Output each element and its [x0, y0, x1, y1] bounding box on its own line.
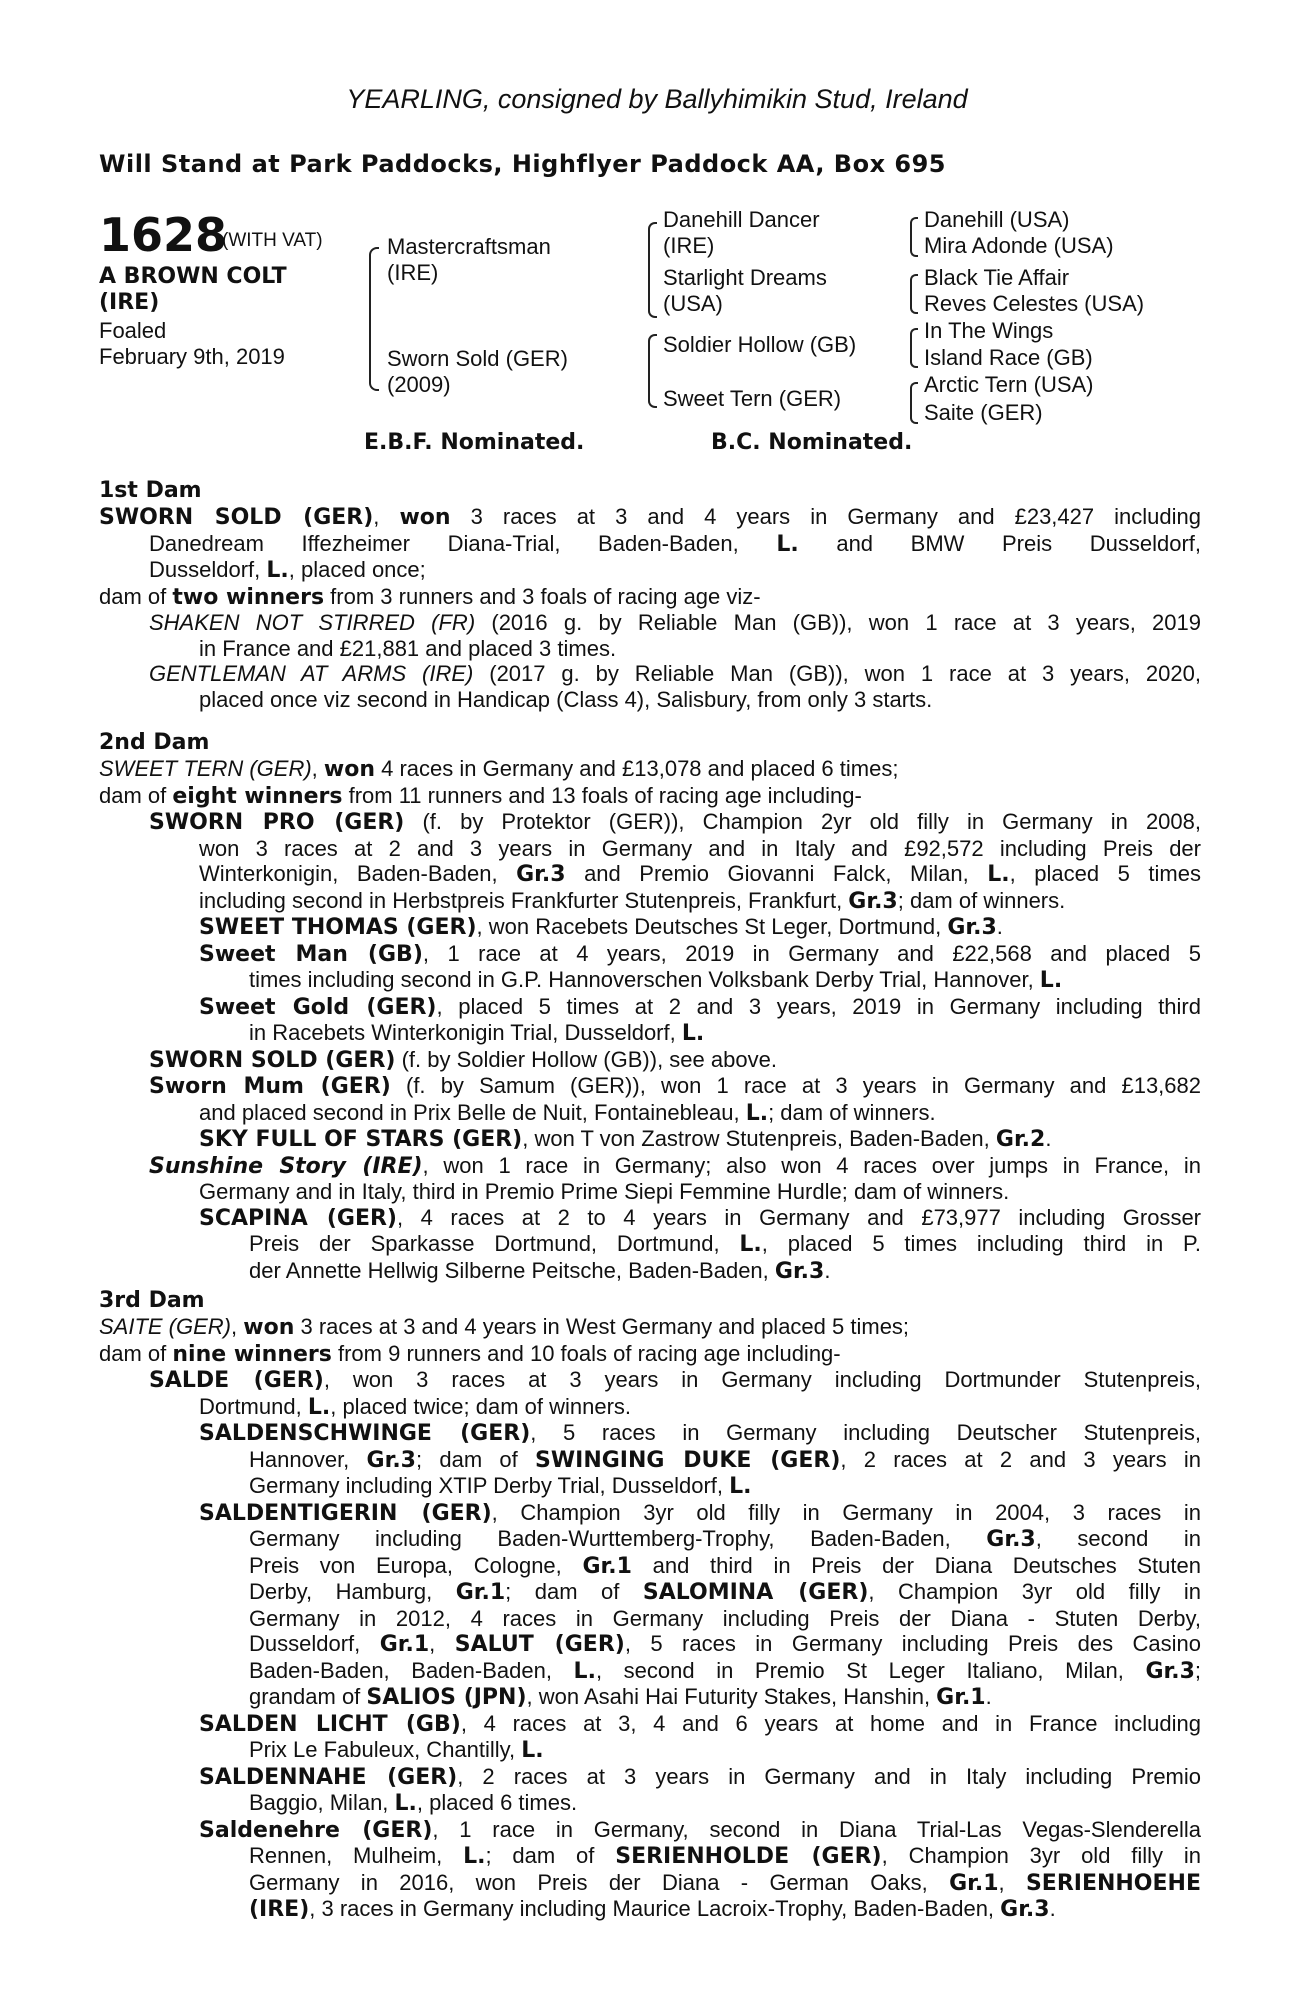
text: ; dam of	[485, 1843, 616, 1868]
text: dam of	[99, 782, 173, 808]
third-dam-line	[99, 1367, 1201, 1394]
text: dam of	[99, 583, 173, 609]
third-dam-line	[99, 1579, 1201, 1606]
horse-name: SERIENHOEHE	[1025, 1870, 1201, 1896]
grade: L.	[776, 531, 799, 557]
horse-name: Sweet Gold (GER)	[199, 994, 437, 1020]
lot-description: A BROWN COLT	[99, 264, 287, 289]
third-dam-line	[99, 1447, 1201, 1474]
grade: Gr.3	[848, 888, 898, 914]
text: from 9 runners and 10 foals of racing age including-	[331, 1340, 841, 1366]
pedigree-g3-7: Arctic Tern (USA)	[924, 372, 1094, 397]
grade: Gr.3	[366, 1447, 416, 1473]
text: Germany including XTIP Derby Trial, Dusseldorf,	[249, 1473, 730, 1498]
text: Germany in 2016, won Preis der Diana - German Oaks,	[249, 1869, 950, 1895]
horse-name: SWINGING DUKE (GER)	[535, 1447, 841, 1473]
text: and placed second in Prix Belle de Nuit, Fontainebleau,	[199, 1099, 746, 1125]
foaled-label: Foaled	[99, 318, 167, 343]
grade: L.	[739, 1232, 762, 1257]
ebf-nominated: E.B.F. Nominated.	[364, 430, 585, 455]
text: (2016 g. by Reliable Man (GB)), won 1 race at 3 years, 2019	[475, 610, 1201, 635]
text: times including second in G.P. Hannoverschen Volksbank Derby Trial, Hannover,	[249, 967, 1040, 992]
grade: L.	[463, 1844, 486, 1869]
text: , Champion 3yr old filly in	[881, 1843, 1201, 1868]
second-dam-line: Germany and in Italy, third in Premio Prime Siepi Femmine Hurdle; dam of winners.	[199, 1179, 1010, 1204]
gen3-bracket-1	[910, 217, 918, 257]
text: and third in Preis der Diana Deutsches Stuten	[631, 1552, 1201, 1578]
horse-name: GENTLEMAN AT ARMS (IRE)	[149, 661, 474, 686]
winners-count: two winners	[172, 584, 325, 610]
third-dam-line	[99, 1817, 1201, 1844]
pedigree-dam-dam: Sweet Tern (GER)	[663, 386, 842, 411]
first-dam-line	[99, 504, 1201, 531]
text: including second in Herbstpreis Frankfurter Stutenpreis, Frankfurt,	[199, 887, 849, 913]
text: Dusseldorf,	[249, 1631, 380, 1656]
pedigree-dam: Sworn Sold (GER)	[387, 346, 568, 371]
grade: Gr.3	[774, 1258, 825, 1284]
grade: L.	[394, 1791, 417, 1816]
third-dam-line	[99, 1658, 1201, 1685]
horse-name: SWORN PRO (GER)	[149, 810, 405, 835]
second-dam-line	[99, 1153, 1201, 1180]
pedigree-g3-6: Island Race (GB)	[924, 345, 1093, 370]
horse-name: SALDEN LICHT (GB)	[199, 1711, 461, 1737]
sire-parents-bracket	[648, 222, 657, 318]
pedigree-sire-sire-country: (IRE)	[663, 233, 715, 258]
text: ;	[1194, 1657, 1201, 1683]
text: , 2 races at 2 and 3 years in	[840, 1446, 1202, 1472]
second-dam-line	[99, 783, 1201, 810]
text: dam of	[99, 1340, 173, 1366]
second-dam-line	[99, 756, 1201, 783]
gen3-bracket-2	[910, 274, 918, 314]
text: .	[996, 914, 1003, 939]
second-dam-line	[99, 1258, 1201, 1285]
bc-nominated: B.C. Nominated.	[711, 430, 913, 455]
text: and Premio Giovanni Falck, Milan,	[565, 861, 988, 886]
horse-name: SALIOS (JPN)	[366, 1685, 527, 1710]
text: ,	[311, 756, 324, 781]
won-label: won	[243, 1315, 295, 1340]
won-label: won	[323, 757, 376, 782]
third-dam-line	[99, 1314, 1201, 1341]
text: Hannover,	[249, 1446, 367, 1472]
text: , Champion 3yr old filly in	[868, 1579, 1202, 1604]
text: , 1 race at 4 years, 2019 in Germany and £22,568 and placed 5	[422, 940, 1201, 966]
text: and BMW Preis Dusseldorf,	[798, 530, 1202, 556]
pedigree-g3-5: In The Wings	[924, 318, 1054, 343]
second-dam-line	[99, 809, 1201, 836]
text: , Champion 3yr old filly in Germany in 2004, 3 races in	[491, 1499, 1202, 1525]
consignment-line: YEARLING, consigned by Ballyhimikin Stud, Ireland	[346, 84, 968, 114]
text: , placed 5 times at 2 and 3 years, 2019 in Germany including third	[436, 993, 1201, 1019]
text: 3 races at 3 and 4 years in Germany and £23,427 including	[450, 504, 1201, 529]
second-dam-section	[99, 730, 1201, 1284]
text: , 4 races at 2 to 4 years in Germany and £73,977 including Grosser	[397, 1204, 1202, 1230]
third-dam-line	[99, 1764, 1201, 1791]
grade: L.	[307, 1394, 331, 1420]
grade: Gr.1	[582, 1553, 632, 1579]
horse-name: SCAPINA (GER)	[199, 1205, 397, 1231]
text: Derby, Hamburg,	[249, 1579, 456, 1604]
grade: L.	[681, 1021, 705, 1046]
text: Winterkonigin, Baden-Baden,	[199, 861, 517, 886]
third-dam-line	[99, 1473, 1201, 1500]
pedigree-sire-country: (IRE)	[387, 260, 439, 285]
text: der Annette Hellwig Silberne Peitsche, Baden-Baden,	[249, 1257, 775, 1283]
second-dam-line	[99, 941, 1201, 968]
grade: Gr.3	[947, 915, 997, 940]
first-dam-line: placed once viz second in Handicap (Class 4), Salisbury, from only 3 starts.	[199, 686, 933, 712]
text: , placed once;	[288, 557, 426, 582]
third-dam-line	[99, 1500, 1201, 1527]
grade: Gr.1	[455, 1580, 506, 1605]
grade: Gr.1	[936, 1685, 986, 1710]
grade: Gr.1	[379, 1632, 430, 1657]
second-dam-line	[99, 1047, 1201, 1074]
text: , placed 6 times.	[416, 1790, 578, 1815]
pedigree-g3-4: Reves Celestes (USA)	[924, 291, 1145, 316]
second-dam-line	[99, 1020, 1201, 1047]
pedigree-sire-dam-country: (USA)	[663, 291, 723, 316]
pedigree-g3-2: Mira Adonde (USA)	[924, 233, 1114, 258]
third-dam-line	[99, 1420, 1201, 1447]
second-dam-line	[99, 994, 1201, 1021]
second-dam-line	[99, 1205, 1201, 1232]
third-dam-line	[99, 1394, 1201, 1421]
text: .	[1049, 1896, 1056, 1921]
horse-name: SALDENSCHWINGE (GER)	[199, 1421, 531, 1446]
text: , 5 races in Germany including Preis des Casino	[624, 1631, 1201, 1656]
third-dam-line	[99, 1553, 1201, 1580]
pedigree-sire: Mastercraftsman	[387, 234, 551, 259]
second-dam-line	[99, 1231, 1201, 1258]
third-dam-line	[99, 1684, 1201, 1711]
grade: Gr.3	[1000, 1897, 1050, 1922]
text: , 3 races in Germany including Maurice Lacroix-Trophy, Baden-Baden,	[309, 1896, 1001, 1921]
third-dam-line: Germany in 2012, 4 races in Germany including Preis der Diana - Stuten Derby,	[249, 1605, 1201, 1631]
horse-name: SWEET THOMAS (GER)	[199, 915, 477, 940]
text: Germany including Baden-Wurttemberg-Trophy, Baden-Baden,	[249, 1526, 987, 1551]
text: Preis der Sparkasse Dortmund, Dortmund,	[249, 1231, 740, 1256]
grade: L.	[573, 1658, 596, 1684]
horse-name: SHAKEN NOT STIRRED (FR)	[149, 610, 476, 635]
text: (f. by Samum (GER)), won 1 race at 3 years in Germany and £13,682	[390, 1073, 1201, 1098]
text: (2017 g. by Reliable Man (GB)), won 1 race at 3 years, 2020,	[473, 661, 1201, 686]
text: , 1 race in Germany, second in Diana Trial-Las Vegas-Slenderella	[432, 1816, 1201, 1842]
grade: Gr.3	[986, 1527, 1036, 1552]
second-dam-line	[99, 861, 1201, 888]
text: Dusseldorf,	[149, 557, 267, 582]
lot-description-country: (IRE)	[99, 290, 160, 315]
grade: L.	[745, 1100, 769, 1126]
text: ,	[429, 1631, 455, 1656]
second-dam-line	[99, 1126, 1201, 1153]
horse-name: SALDENTIGERIN (GER)	[199, 1500, 492, 1526]
pedigree-dam-year: (2009)	[387, 372, 451, 397]
third-dam-line	[99, 1737, 1201, 1764]
horse-name: SWEET TERN (GER)	[99, 756, 312, 781]
vat-label: (WITH VAT)	[222, 230, 323, 251]
text: , won T von Zastrow Stutenpreis, Baden-Baden,	[522, 1126, 996, 1151]
text: , second in	[1035, 1526, 1201, 1551]
third-dam-section	[99, 1288, 1201, 1923]
grade: Gr.3	[1145, 1658, 1195, 1684]
text: 4 races in Germany and £13,078 and placed 6 times;	[375, 756, 899, 781]
text: , won 1 race in Germany; also won 4 races over jumps in France, in	[422, 1152, 1201, 1178]
text: (f. by Protektor (GER)), Champion 2yr old filly in Germany in 2008,	[404, 809, 1202, 834]
second-dam-heading: 2nd Dam	[99, 730, 210, 755]
gen3-bracket-4	[910, 382, 918, 424]
text: Baggio, Milan,	[249, 1790, 395, 1815]
pedigree-sire-sire: Danehill Dancer	[663, 207, 820, 232]
gen3-bracket-3	[910, 328, 918, 368]
horse-name: Sweet Man (GB)	[199, 941, 423, 967]
horse-name: SWORN SOLD (GER)	[99, 505, 374, 530]
horse-name: (IRE)	[249, 1897, 310, 1922]
grade: Gr.2	[995, 1127, 1046, 1152]
text: from 11 runners and 13 foals of racing age including-	[342, 782, 862, 808]
stand-location-line: Will Stand at Park Paddocks, Highflyer Paddock AA, Box 695	[99, 150, 947, 178]
sire-dam-bracket	[369, 247, 379, 391]
horse-name: SALDENNAHE (GER)	[199, 1764, 458, 1790]
text: , 5 races in Germany including Deutscher Stutenpreis,	[530, 1420, 1201, 1445]
text: ; dam of	[415, 1446, 536, 1472]
text: , won Racebets Deutsches St Leger, Dortmund,	[476, 914, 948, 939]
text: grandam of	[249, 1684, 367, 1709]
third-dam-line	[99, 1896, 1201, 1923]
text: , won 3 races at 3 years in Germany including Dortmunder Stutenpreis,	[323, 1367, 1202, 1392]
grade: Gr.1	[949, 1870, 999, 1896]
text: , won Asahi Hai Futurity Stakes, Hanshin,	[526, 1684, 937, 1709]
horse-name: SALUT (GER)	[454, 1632, 625, 1657]
pedigree-g3-3: Black Tie Affair	[924, 265, 1070, 290]
grade: L.	[729, 1474, 752, 1499]
text: ,	[231, 1314, 244, 1339]
horse-name: SAITE (GER)	[99, 1314, 232, 1339]
horse-name: SWORN SOLD (GER)	[149, 1047, 396, 1073]
text: , placed 5 times including third in P.	[761, 1231, 1201, 1256]
horse-name: SALOMINA (GER)	[642, 1580, 869, 1605]
text: (f. by Soldier Hollow (GB)), see above.	[395, 1046, 777, 1072]
third-dam-line	[99, 1526, 1201, 1553]
second-dam-line: won 3 races at 2 and 3 years in Germany and in Italy and £92,572 including Preis der	[199, 835, 1201, 861]
text: Rennen, Mulheim,	[249, 1843, 464, 1868]
text: in Racebets Winterkonigin Trial, Dusseldorf,	[249, 1020, 682, 1045]
horse-name: Sworn Mum (GER)	[149, 1074, 391, 1099]
text: , placed twice; dam of winners.	[330, 1393, 632, 1419]
second-dam-line	[99, 967, 1201, 994]
text: Preis von Europa, Cologne,	[249, 1552, 583, 1578]
third-dam-line	[99, 1341, 1201, 1368]
text: ,	[998, 1869, 1026, 1895]
text: 3 races at 3 and 4 years in West Germany and placed 5 times;	[294, 1314, 910, 1339]
lot-number: 1628	[99, 208, 228, 262]
text: , second in Premio St Leger Italiano, Milan,	[595, 1657, 1146, 1683]
pedigree-sire-dam: Starlight Dreams	[663, 265, 827, 290]
text: ; dam of winners.	[897, 887, 1066, 913]
text: , 2 races at 3 years in Germany and in Italy including Premio	[457, 1763, 1201, 1789]
winners-count: eight winners	[172, 783, 343, 809]
first-dam-heading: 1st Dam	[99, 478, 202, 503]
second-dam-line	[99, 888, 1201, 915]
horse-name: Sunshine Story (IRE)	[149, 1153, 423, 1179]
winners-count: nine winners	[172, 1341, 332, 1367]
foaled-date: February 9th, 2019	[99, 344, 285, 369]
first-dam-line: in France and £21,881 and placed 3 times.	[199, 635, 617, 661]
first-dam-line	[99, 610, 1201, 636]
won-label: won	[399, 505, 451, 530]
text: , placed 5 times	[1009, 861, 1201, 886]
text: ,	[373, 504, 400, 529]
text: ; dam of	[505, 1579, 643, 1604]
third-dam-line	[99, 1790, 1201, 1817]
grade: Gr.3	[516, 862, 566, 887]
horse-name: SKY FULL OF STARS (GER)	[199, 1127, 523, 1152]
grade: L.	[521, 1738, 544, 1763]
text: from 3 runners and 3 foals of racing age viz-	[324, 583, 761, 609]
grade: L.	[1039, 968, 1063, 993]
pedigree-g3-8: Saite (GER)	[924, 400, 1043, 425]
third-dam-heading: 3rd Dam	[99, 1288, 205, 1313]
third-dam-line	[99, 1631, 1201, 1658]
pedigree-dam-sire: Soldier Hollow (GB)	[663, 332, 857, 357]
text: ; dam of winners.	[768, 1099, 936, 1125]
first-dam-line	[99, 584, 1201, 611]
third-dam-line	[99, 1870, 1201, 1897]
third-dam-line	[99, 1711, 1201, 1738]
first-dam-line	[99, 661, 1201, 687]
first-dam-line	[99, 531, 1201, 558]
text: .	[985, 1684, 992, 1709]
text: Prix Le Fabuleux, Chantilly,	[249, 1737, 522, 1762]
first-dam-line	[99, 557, 1201, 584]
grade: L.	[266, 558, 289, 583]
horse-name: SERIENHOLDE (GER)	[615, 1844, 882, 1869]
text: Dortmund,	[199, 1393, 308, 1419]
second-dam-line	[99, 1073, 1201, 1100]
text: Danedream Iffezheimer Diana-Trial, Baden-Baden,	[149, 530, 777, 556]
text: .	[824, 1257, 831, 1283]
text: , 4 races at 3, 4 and 6 years at home and in France including	[460, 1710, 1202, 1736]
horse-name: Saldenehre (GER)	[199, 1817, 433, 1843]
horse-name: SALDE (GER)	[149, 1368, 324, 1393]
text: .	[1045, 1126, 1052, 1151]
dam-parents-bracket	[648, 334, 657, 408]
grade: L.	[987, 862, 1010, 887]
second-dam-line	[99, 914, 1201, 941]
pedigree-g3-1: Danehill (USA)	[924, 207, 1070, 232]
first-dam-section	[99, 478, 1201, 712]
second-dam-line	[99, 1100, 1201, 1127]
text: Baden-Baden, Baden-Baden,	[249, 1657, 574, 1683]
third-dam-line	[99, 1843, 1201, 1870]
